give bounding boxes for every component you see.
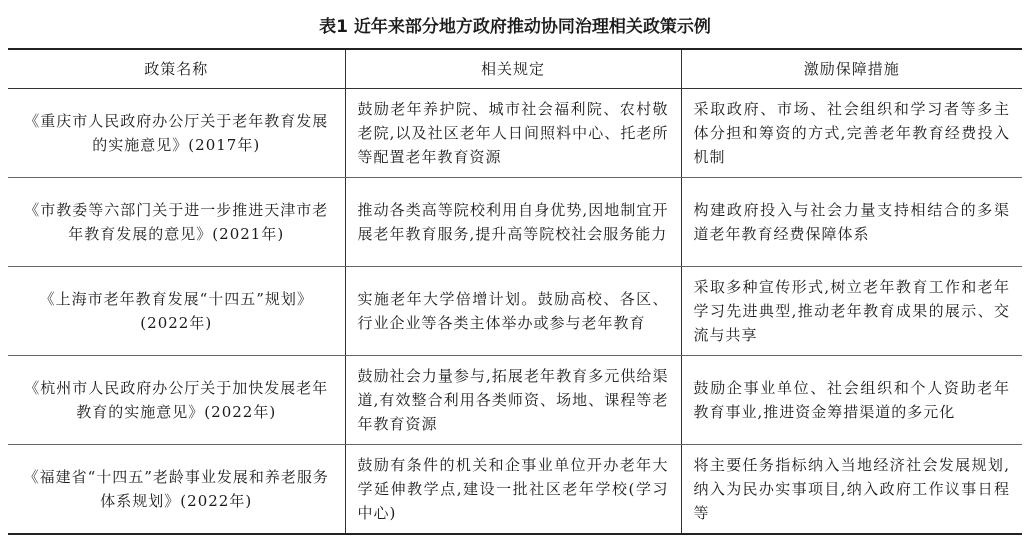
header-provisions: 相关规定: [345, 49, 681, 89]
provisions-cell: 鼓励有条件的机关和企事业单位开办老年大学延伸教学点,建设一批社区老年学校(学习中心): [345, 445, 681, 534]
provisions-cell: 实施老年大学倍增计划。鼓励高校、各区、行业企业等各类主体举办或参与老年教育: [345, 267, 681, 356]
table-row: [8, 356, 1022, 445]
measures-cell: 采取多种宣传形式,树立老年教育工作和老年学习先进典型,推动老年教育成果的展示、交流与共享: [681, 267, 1022, 356]
provisions-cell: 鼓励社会力量参与,拓展老年教育多元供给渠道,有效整合利用各类师资、场地、课程等老年教育资源: [345, 356, 681, 445]
table-row: [8, 178, 1022, 267]
header-measures: 激励保障措施: [681, 49, 1022, 89]
policy-table: [8, 48, 1022, 535]
provisions-cell: 鼓励老年养护院、城市社会福利院、农村敬老院,以及社区老年人日间照料中心、托老所等配置老年教育资源: [345, 89, 681, 178]
policy-name-cell: 《上海市老年教育发展“十四五”规划》(2022年): [8, 267, 345, 356]
policy-name-cell: 《杭州市人民政府办公厅关于加快发展老年教育的实施意见》(2022年): [8, 356, 345, 445]
measures-cell: 采取政府、市场、社会组织和学习者等多主体分担和筹资的方式,完善老年教育经费投入机制: [681, 89, 1022, 178]
policy-name-cell: 《市教委等六部门关于进一步推进天津市老年教育发展的意见》(2021年): [8, 178, 345, 267]
table-row: [8, 445, 1022, 534]
policy-name-cell: 《福建省“十四五”老龄事业发展和养老服务体系规划》(2022年): [8, 445, 345, 534]
provisions-cell: 推动各类高等院校利用自身优势,因地制宜开展老年教育服务,提升高等院校社会服务能力: [345, 178, 681, 267]
measures-cell: 鼓励企事业单位、社会组织和个人资助老年教育事业,推进资金筹措渠道的多元化: [681, 356, 1022, 445]
table-row: [8, 89, 1022, 178]
measures-cell: 构建政府投入与社会力量支持相结合的多渠道老年教育经费保障体系: [681, 178, 1022, 267]
table-caption: 表1 近年来部分地方政府推动协同治理相关政策示例: [319, 17, 711, 37]
table-row: [8, 267, 1022, 356]
policy-name-cell: 《重庆市人民政府办公厅关于老年教育发展的实施意见》(2017年): [8, 89, 345, 178]
measures-cell: 将主要任务指标纳入当地经济社会发展规划,纳入为民办实事项目,纳入政府工作议事日程等: [681, 445, 1022, 534]
header-row: [8, 49, 1022, 89]
header-policy-name: 政策名称: [8, 49, 345, 89]
